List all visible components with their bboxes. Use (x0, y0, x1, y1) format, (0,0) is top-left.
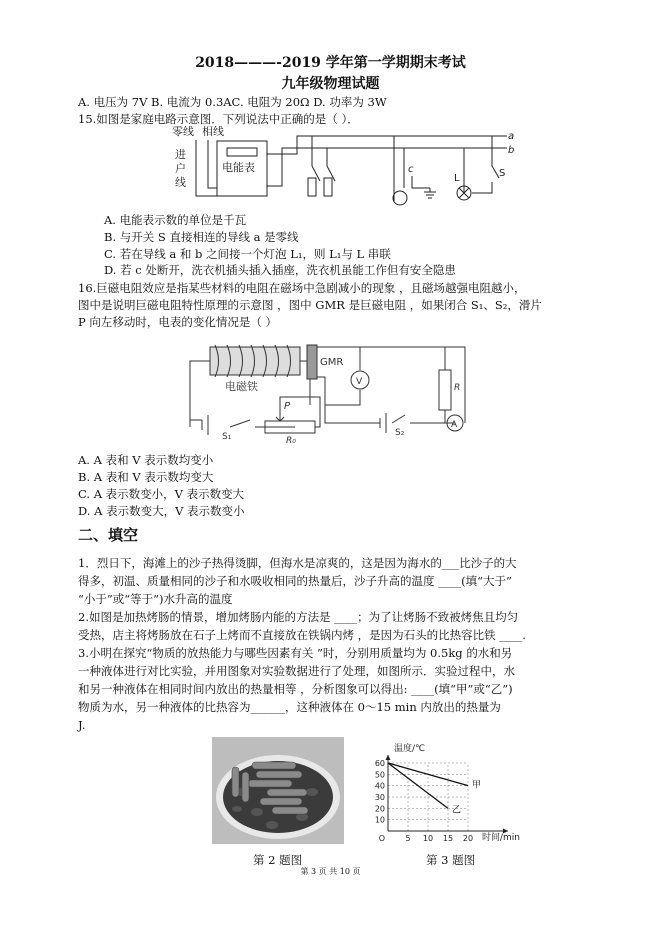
fig3-caption: 第 3 题图 (426, 853, 476, 867)
meter-to-switch (267, 136, 507, 186)
fill-line-3: “小于”或“等于”)水升高的温度 (78, 592, 233, 606)
chart-xlabel: 时间/min (482, 833, 521, 843)
label-meter: 电能表 (222, 161, 255, 174)
label-R0: R₀ (286, 436, 296, 445)
series-label-1: 乙 (452, 805, 462, 816)
q16-stem-1: 16.巨磁电阻效应是指某些材料的电阻在磁场中急剧减小的现象 ，且磁场越强电阻越小， (78, 281, 526, 295)
label-S1: S₁ (222, 432, 232, 442)
fill-line-9: 物质为水，另一种液体的比热容为______，这种液体在 0～15 min 内放出的热量为 (78, 700, 501, 714)
label-L: L (454, 173, 460, 184)
q15-option-c: C. 若在导线 a 和 b 之间接一个灯泡 L₁，则 L₁与 L 串联 (104, 247, 391, 261)
q16-option-b: B. A 表和 V 表示数均变大 (78, 470, 214, 484)
fill-line-4: 2.如图是加热烤肠的情景，增加烤肠内能的方法是 ____；为了让烤肠不致被烤焦且均匀 (78, 610, 519, 624)
q15-option-d: D. 若 c 处断开，洗衣机插头插入插座，洗衣机虽能工作但有安全隐患 (104, 263, 456, 277)
y-axis-arrow (386, 755, 391, 760)
label-electromagnet: 电磁铁 (225, 380, 258, 393)
label-S: S (499, 168, 506, 179)
fig2-caption: 第 2 题图 (253, 853, 303, 867)
y-tick-label-3: 40 (374, 781, 385, 791)
label-P: P (284, 401, 291, 412)
label-entry-1: 进 (175, 148, 186, 161)
fill-line-10: J. (78, 718, 86, 732)
label-a: a (508, 131, 515, 142)
label-entry-3: 线 (175, 176, 186, 189)
exam-title: 2018———-2019 学年第一学期期末考试 (195, 55, 466, 71)
label-S2: S₂ (395, 428, 405, 438)
q15-circuit-diagram (172, 126, 517, 211)
x-tick-label-2: 15 (442, 834, 454, 843)
x-tick-label-3: 20 (462, 834, 474, 843)
label-entry-2: 户 (175, 162, 186, 175)
socket-icon (393, 191, 407, 205)
chart-ylabel: 温度/℃ (394, 744, 426, 754)
resistor-R (439, 370, 451, 410)
q14-options: A. 电压为 7V B. 电流为 0.3AC. 电阻为 20Ω D. 功率为 3W (78, 95, 387, 109)
label-V: V (356, 377, 363, 387)
label-live-line: 相线 (202, 126, 224, 138)
fill-line-6: 3.小明在探究“物质的放热能力与哪些因素有关 ”时，分别用质量均为 0.5kg 的水和另 (78, 646, 513, 660)
x-tick-label-1: 10 (422, 834, 434, 843)
battery-1 (202, 415, 208, 435)
label-zero-line: 零线 (172, 126, 194, 138)
label-R: R (454, 383, 461, 393)
q16-option-c: C. A 表示数变小，V 表示数变大 (78, 487, 245, 501)
knife-switch (312, 136, 335, 181)
y-tick-label-4: 50 (374, 770, 385, 780)
slider-P (276, 407, 284, 421)
y-tick-label-2: 30 (374, 793, 385, 802)
fill-line-8: 和另一种液体在相同时间内放出的热量相等 ，分析图象可以得出: ____(填“甲”或“乙”) (78, 682, 513, 696)
origin-label: O (378, 834, 385, 843)
fuse-1 (308, 178, 316, 196)
switch-S2 (392, 415, 405, 423)
fuse-2 (324, 178, 332, 196)
q15-stem: 15.如图是家庭电路示意图．下列说法中正确的是（ ）． (78, 112, 359, 126)
q16-stem-3: P 向左移动时，电表的变化情况是（ ） (78, 315, 278, 329)
fill-line-2: 得多，初温、质量相同的沙子和水吸收相同的热量后，沙子升高的温度 ____(填“大于” (78, 574, 512, 588)
lamp-wires (464, 136, 499, 193)
page-footer: 第 3 页 共 10 页 (300, 867, 361, 876)
section-heading: 二、填空 (78, 526, 139, 544)
label-A: A (451, 420, 458, 430)
label-gmr: GMR (320, 357, 344, 368)
y-tick-label-1: 20 (374, 804, 385, 814)
q15-option-a: A. 电能表示数的单位是千瓦 (104, 213, 247, 227)
sausage-photo (212, 737, 344, 844)
y-tick-label-5: 60 (374, 759, 385, 768)
y-tick-label-0: 10 (374, 815, 385, 825)
x-tick-label-0: 5 (405, 834, 411, 843)
label-b: b (508, 145, 515, 156)
q16-stem-2: 图中是说明巨磁电阻特性原理的示意图 ，图中 GMR 是巨磁电阻 ，如果闭合 S₁、S₂，滑片 (78, 298, 542, 312)
q16-gmr-diagram (180, 335, 480, 445)
fill-line-1: 1．烈日下，海滩上的沙子热得烫脚，但海水是凉爽的，这是因为海水的___比沙子的大 (78, 556, 517, 570)
fill-line-5: 受热，店主将烤肠放在石子上烤而不直接放在铁锅内烤 ，是因为石头的比热容比铁 ____. (78, 628, 526, 642)
temperature-time-chart (356, 733, 536, 848)
gmr-element (307, 345, 317, 379)
battery-2 (380, 413, 386, 433)
meter-dial (227, 148, 257, 156)
label-c: c (408, 164, 414, 175)
exam-subtitle: 九年级物理试题 (281, 76, 380, 92)
q16-option-a: A. A 表和 V 表示数均变小 (78, 453, 214, 467)
q15-option-b: B. 与开关 S 直接相连的导线 a 是零线 (104, 230, 299, 244)
q16-option-d: D. A 表示数变大，V 表示数变小 (78, 504, 245, 518)
series-label-0: 甲 (472, 780, 482, 791)
ground-icon (424, 188, 436, 198)
entry-wires (196, 140, 217, 196)
fill-line-7: 一种液体进行对比实验，并用图象对实验数据进行了处理，如图所示．实验过程中，水 (78, 664, 515, 678)
